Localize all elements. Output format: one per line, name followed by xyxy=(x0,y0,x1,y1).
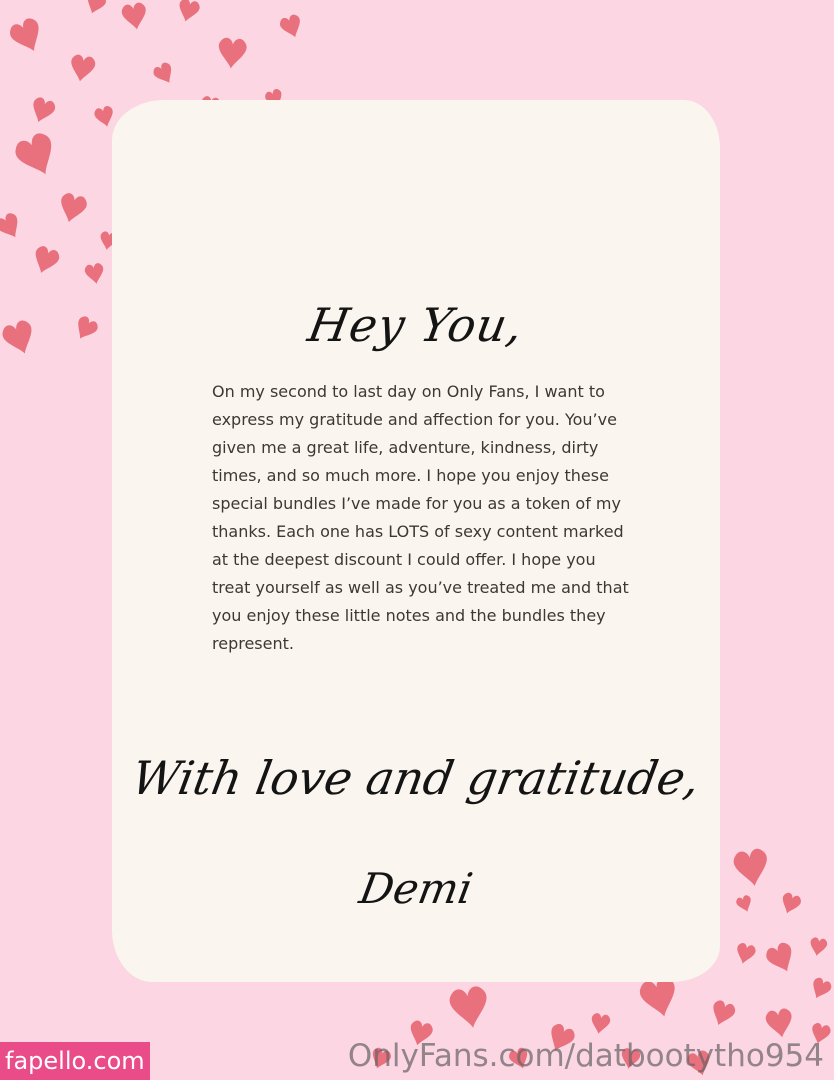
heart-icon xyxy=(448,985,492,1031)
heart-icon xyxy=(84,262,106,285)
heart-icon xyxy=(708,999,737,1029)
letter-closing: With love and gratitude, xyxy=(127,751,705,805)
heart-icon xyxy=(589,1012,611,1035)
heart-icon xyxy=(732,847,771,889)
heart-icon xyxy=(778,891,802,916)
heart-icon xyxy=(735,894,754,914)
heart-icon xyxy=(12,130,63,182)
heart-icon xyxy=(151,61,177,88)
heart-icon xyxy=(0,211,25,243)
heart-icon xyxy=(56,192,88,226)
letter-greeting: Hey You, xyxy=(304,298,528,352)
heart-icon xyxy=(808,937,828,958)
heart-icon xyxy=(176,0,201,24)
heart-icon xyxy=(71,314,100,343)
heart-icon xyxy=(68,54,96,84)
heart-icon xyxy=(121,2,149,32)
heart-icon xyxy=(93,105,116,129)
heart-icon xyxy=(217,37,247,70)
heart-icon xyxy=(7,16,48,58)
heart-icon xyxy=(83,0,107,17)
letter-body: On my second to last day on Only Fans, I want to express my gratitude and affection for you. You’ve given me a great life, adventure, kindness, dirty times, and so much more. I hope you enjoy these special bundles I’ve made for you as a token of my thanks. Each one has LOTS of sexy content marked at the deepest discount I could offer. I hope you treat yourself as well as you’ve treated me and that you enjoy these little notes and the bundles they represent. xyxy=(212,382,629,653)
heart-icon xyxy=(0,318,39,359)
source-url-watermark: OnlyFans.com/datbootytho954 xyxy=(347,1038,824,1074)
heart-icon xyxy=(734,942,757,966)
heart-icon xyxy=(278,13,305,41)
heart-icon xyxy=(28,96,57,126)
site-watermark-badge: fapello.com xyxy=(0,1042,150,1080)
heart-icon xyxy=(764,940,800,977)
heart-icon xyxy=(30,244,62,277)
heart-icon xyxy=(808,976,833,1002)
letter-signature: Demi xyxy=(355,864,477,913)
